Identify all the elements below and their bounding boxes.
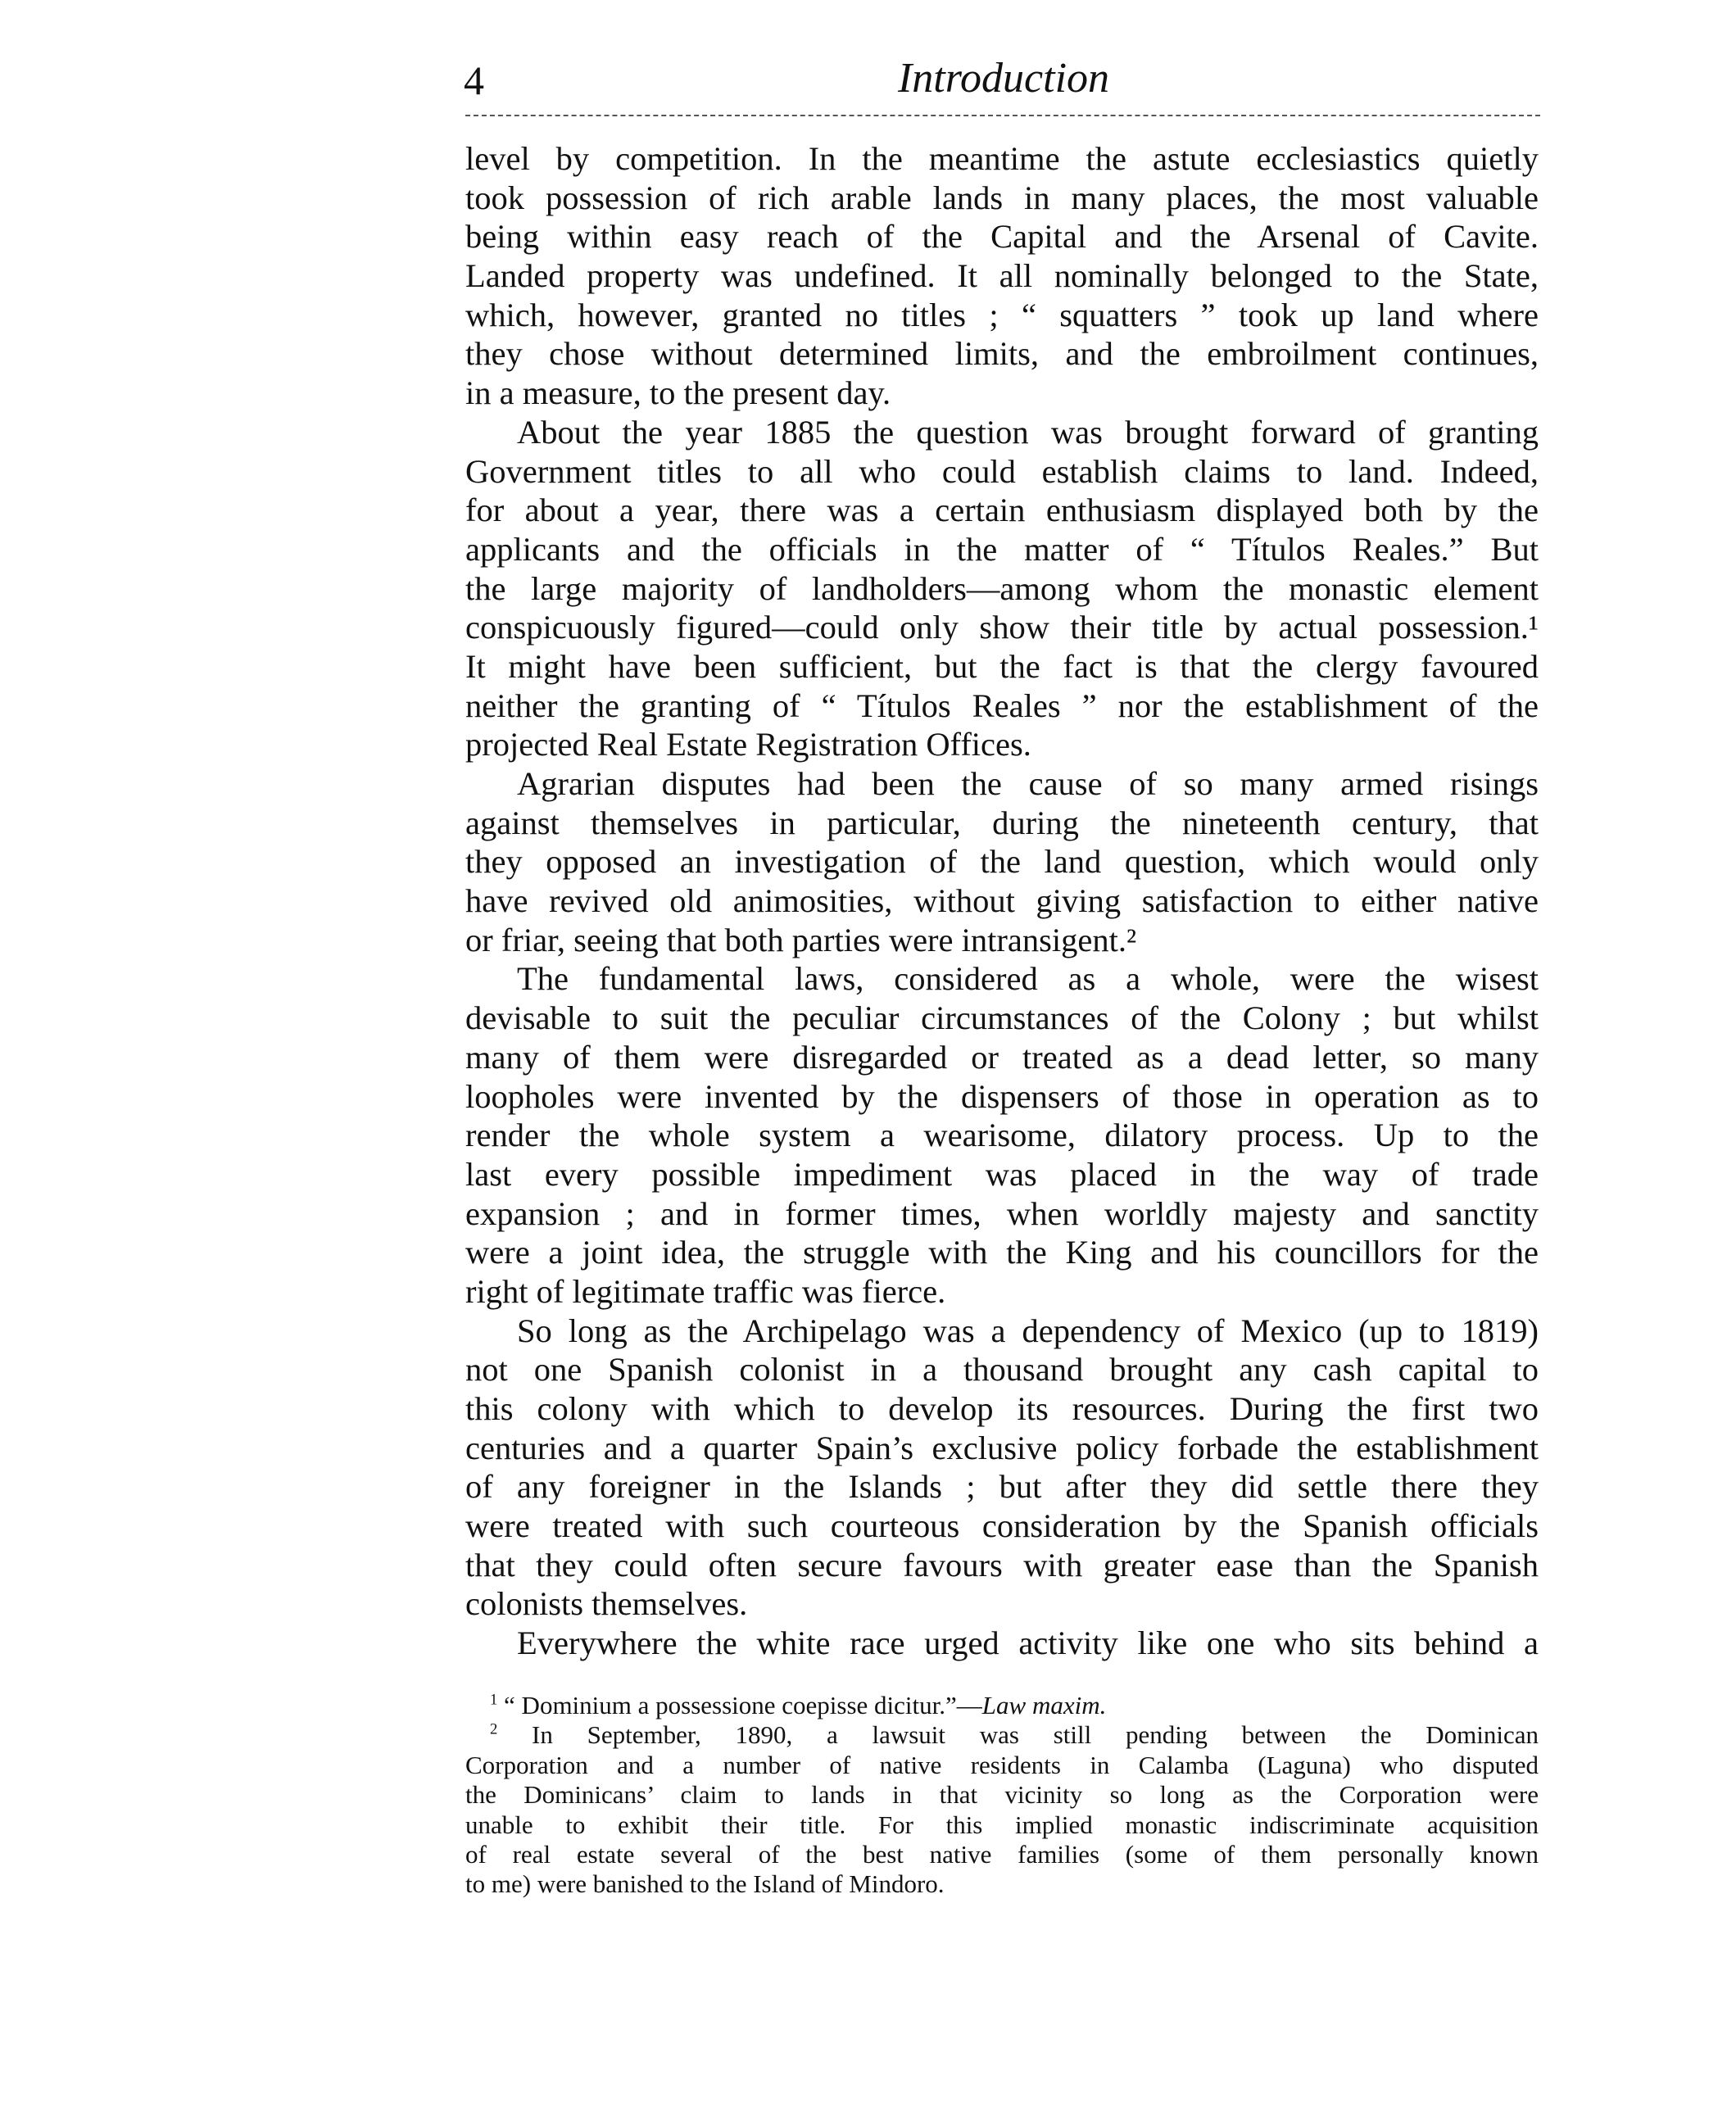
text-line: many of them were disregarded or treated as a dead letter, so many bbox=[465, 1038, 1539, 1076]
footnotes bbox=[465, 1691, 1539, 1900]
text-line: last every possible impediment was placed in the way of trade bbox=[465, 1155, 1539, 1193]
paragraph bbox=[465, 764, 1539, 959]
text-line: of any foreigner in the Islands ; but after they did settle there they bbox=[465, 1468, 1539, 1506]
footnote-source: Law maxim. bbox=[981, 1691, 1107, 1719]
paragraph bbox=[465, 1312, 1539, 1624]
text-line: were a joint idea, the struggle with the King and his councillors for the bbox=[465, 1234, 1539, 1271]
text-line: for about a year, there was a certain enthusiasm displayed both by the bbox=[465, 492, 1539, 529]
text-line: were treated with such courteous consideration by the Spanish officials bbox=[465, 1507, 1539, 1545]
text-line: they opposed an investigation of the land question, which would only bbox=[465, 843, 1539, 881]
paragraph bbox=[465, 1624, 1539, 1663]
text-line: Everywhere the white race urged activity like one who sits behind a bbox=[517, 1624, 1539, 1662]
text-line: level by competition. In the meantime the astute ecclesiastics quietly bbox=[465, 140, 1539, 177]
text-line: neither the granting of “ Títulos Reales ” nor the establishment of the bbox=[465, 686, 1539, 724]
text-line: loopholes were invented by the dispensers of those in operation as to bbox=[465, 1077, 1539, 1115]
text-line: Agrarian disputes had been the cause of so many armed risings bbox=[517, 765, 1539, 802]
text-line: being within easy reach of the Capital and the Arsenal of Cavite. bbox=[465, 218, 1539, 256]
running-title: Introduction bbox=[897, 55, 1110, 102]
text-line: The fundamental laws, considered as a whole, were the wisest bbox=[517, 960, 1539, 998]
text-line: About the year 1885 the question was brought forward of granting bbox=[517, 413, 1539, 451]
footnote-1: $^1$ “ Dominium a possessione coepisse dicitur.”—Law maxim. bbox=[490, 1691, 1107, 1719]
text-line: projected Real Estate Registration Offices. bbox=[465, 726, 1031, 763]
text-line: took possession of rich arable lands in many places, the most valuable bbox=[465, 179, 1539, 216]
text-line: conspicuously figured—could only show their title by actual possession.¹ bbox=[465, 609, 1539, 646]
text-line: against themselves in particular, during the nineteenth century, that bbox=[465, 804, 1539, 841]
text-line: expansion ; and in former times, when worldly majesty and sanctity bbox=[465, 1194, 1539, 1232]
text-line: in a measure, to the present day. bbox=[465, 374, 891, 412]
text-line: have revived old animosities, without giving satisfaction to either native bbox=[465, 882, 1539, 920]
text-line: So long as the Archipelago was a dependency of Mexico (up to 1819) bbox=[517, 1312, 1539, 1349]
text-line: this colony with which to develop its resources. During the first two bbox=[465, 1390, 1539, 1427]
text-line: not one Spanish colonist in a thousand brought any cash capital to bbox=[465, 1351, 1539, 1389]
text-line: the large majority of landholders—among whom the monastic element bbox=[465, 569, 1539, 607]
text-line: applicants and the officials in the matter of “ Títulos Reales.” But bbox=[465, 530, 1539, 568]
text-line: Landed property was undefined. It all nominally belonged to the State, bbox=[465, 257, 1539, 295]
text-line: which, however, granted no titles ; “ squatters ” took up land where bbox=[465, 296, 1539, 333]
footnote-2: $^2$ In September, 1890, a lawsuit was still pending between the Dominican Corporation and a number of native residents in Calamba (Laguna) who disputed the Dominicans’ claim to lands in that vicinity so long as the Corporation were unable to exhibit their title. For this implied monastic indiscriminate acquisition of real estate several of the best native families (some of them personally known to me) were banished to the Island of Mindoro. bbox=[465, 1720, 1539, 1899]
paragraph bbox=[465, 959, 1539, 1311]
text-line: or friar, seeing that both parties were intransigent.² bbox=[465, 921, 1137, 958]
text-line: they chose without determined limits, and the embroilment continues, bbox=[465, 335, 1539, 373]
text-line: devisable to suit the peculiar circumstances of the Colony ; but whilst bbox=[465, 999, 1539, 1037]
text-line: render the whole system a wearisome, dilatory process. Up to the bbox=[465, 1117, 1539, 1154]
paragraph bbox=[465, 413, 1539, 764]
text-line: right of legitimate traffic was fierce. bbox=[465, 1272, 946, 1310]
text-line: that they could often secure favours with greater ease than the Spanish bbox=[465, 1546, 1539, 1584]
text-line: centuries and a quarter Spain’s exclusive policy forbade the establishment bbox=[465, 1429, 1539, 1466]
header-rule bbox=[465, 115, 1540, 116]
footnote-marker: 2 bbox=[490, 1721, 498, 1739]
page-number: 4 bbox=[464, 57, 484, 103]
body-text bbox=[465, 139, 1539, 1663]
footnote-marker: 1 bbox=[490, 1691, 498, 1709]
text-line: Government titles to all who could establish claims to land. Indeed, bbox=[465, 452, 1539, 490]
paragraph bbox=[465, 139, 1539, 413]
text-line: colonists themselves. bbox=[465, 1585, 748, 1623]
text-line: It might have been sufficient, but the fact is that the clergy favoured bbox=[465, 647, 1539, 685]
